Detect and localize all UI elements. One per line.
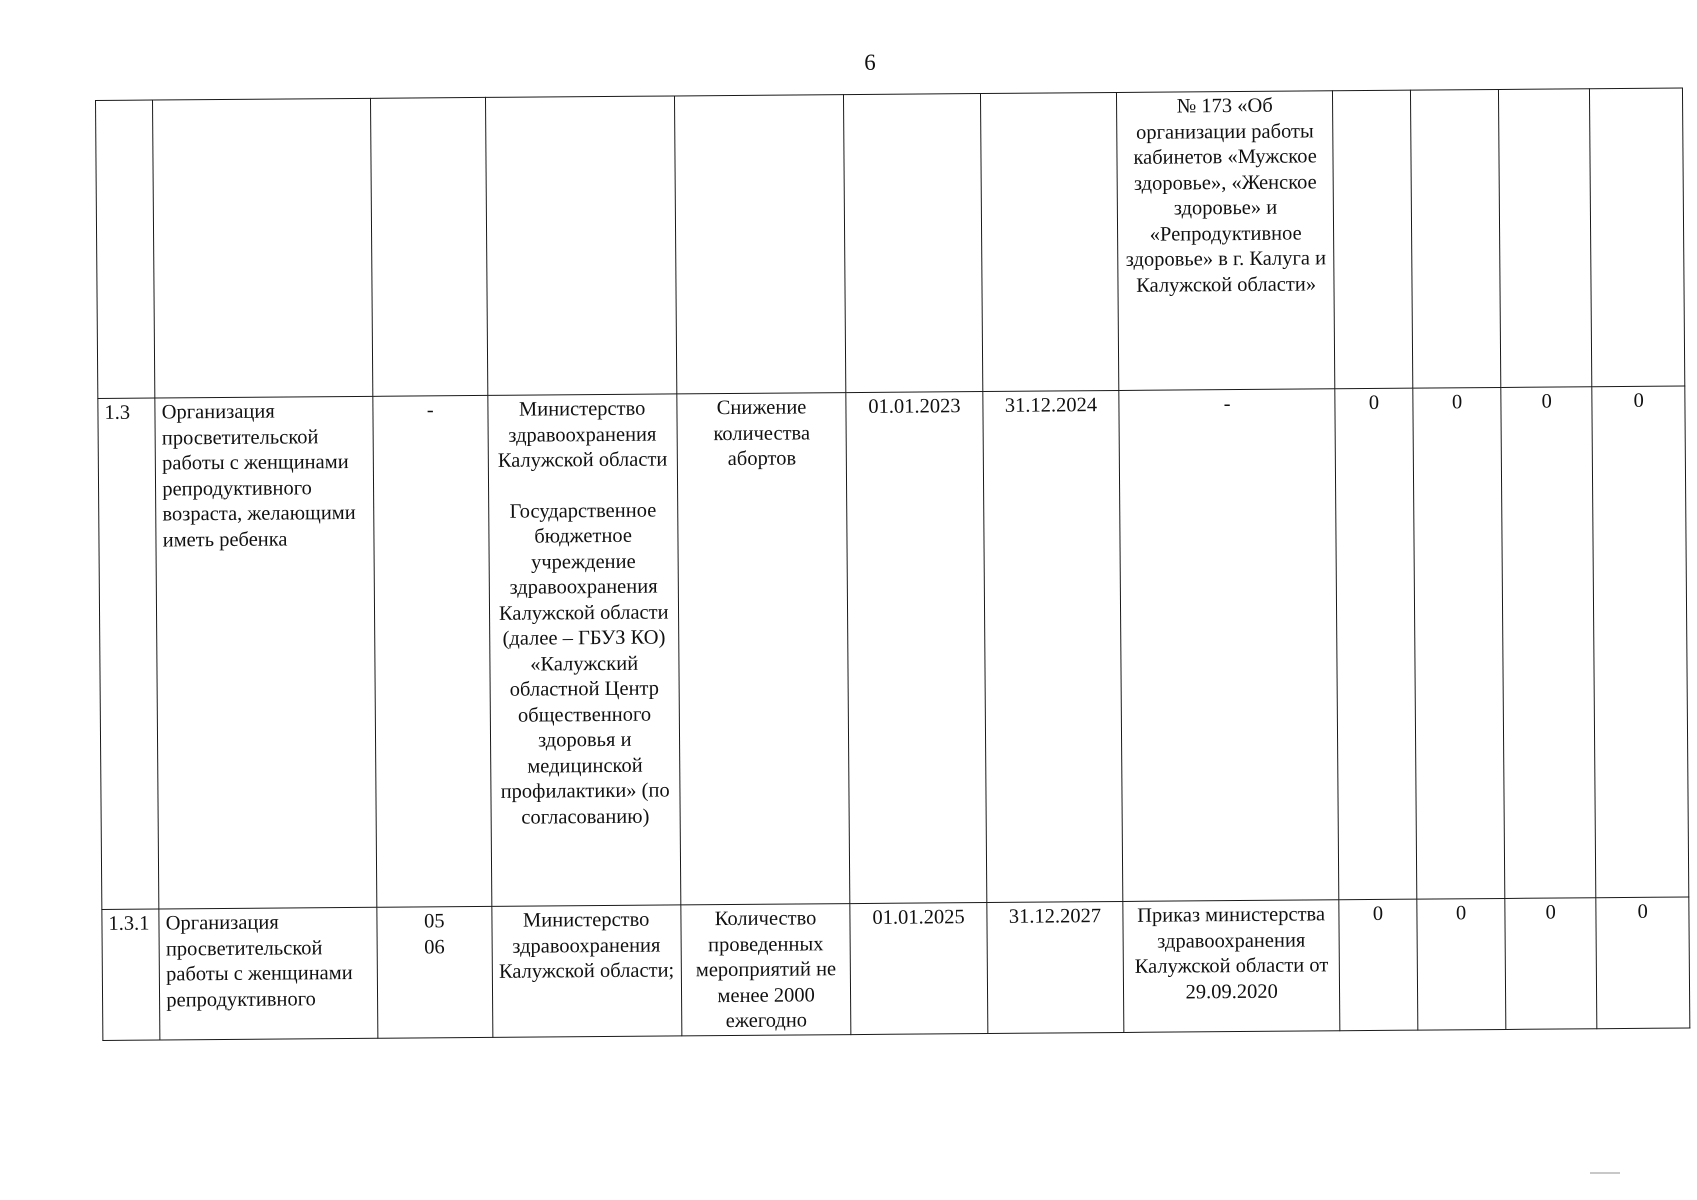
cell-legal-basis: Приказ министерства здравоохранения Калужской области от 29.09.2020: [1123, 900, 1340, 1032]
cell-result: Снижение количества абортов: [677, 393, 850, 905]
cell-executor: [485, 96, 677, 395]
cell-result: [674, 95, 846, 394]
cell-value-3: [1499, 89, 1593, 388]
cell-start: [844, 94, 983, 393]
table-row-1-3: [98, 386, 1689, 909]
spacer: [495, 473, 671, 499]
cell-code: -: [373, 395, 491, 907]
cell-code: [377, 906, 492, 1037]
cell-value-4: 0: [1592, 386, 1689, 898]
code-line-2: 06: [424, 935, 445, 958]
cell-num: 1.3: [98, 398, 159, 909]
cell-value-3: 0: [1505, 898, 1597, 1029]
measures-table: [95, 88, 1690, 1041]
cell-legal-basis: № 173 «Об организации работы кабинетов «Мужское здоровье», «Женское здоровье» и «Репродуктивное здоровье» в г. Калуга и Калужской области»: [1117, 91, 1335, 391]
cell-legal-basis: -: [1119, 389, 1339, 902]
page-number: 6: [864, 50, 876, 75]
cell-value-1: [1332, 90, 1412, 389]
executor-gbuz: Государственное бюджетное учреждение здравоохранения Калужской области (далее – ГБУЗ КО) «Калужский областной Центр общественного здоровья и медицинской профилактики» (по согласованию): [498, 499, 670, 829]
document-sheet: [95, 88, 1691, 1075]
cell-name: [153, 98, 373, 398]
cell-value-2: 0: [1417, 898, 1506, 1029]
cell-result: Количество проведенных мероприятий не менее 2000 ежегодно: [681, 904, 852, 1036]
cell-end: 31.12.2027: [987, 901, 1124, 1033]
cell-end: [980, 92, 1119, 391]
table-row-continuation: [96, 88, 1685, 398]
cell-value-3: 0: [1501, 387, 1596, 899]
cell-start: 01.01.2025: [850, 903, 987, 1035]
scan-mark: [1590, 1172, 1620, 1174]
cell-end: 31.12.2024: [983, 390, 1123, 902]
cell-value-4: 0: [1596, 897, 1690, 1028]
executor-ministry: Министерство здравоохранения Калужской области: [497, 397, 668, 472]
table-row-1-3-1: [102, 897, 1690, 1040]
cell-num: 1.3.1: [102, 909, 160, 1040]
cell-num: [96, 100, 156, 398]
cell-executor: Министерство здравоохранения Калужской области;: [491, 905, 681, 1037]
cell-code: [371, 97, 488, 396]
cell-value-1: 0: [1339, 899, 1418, 1030]
cell-name: Организация просветительской работы с женщинами репродуктивного возраста, желающими иметь ребенка: [155, 396, 377, 909]
cell-value-2: [1411, 89, 1501, 388]
cell-value-4: [1590, 88, 1685, 387]
cell-executor: [487, 394, 680, 906]
cell-name: Организация просветительской работы с женщинами репродуктивного: [159, 907, 378, 1039]
cell-value-2: 0: [1413, 387, 1505, 899]
cell-start: 01.01.2023: [846, 392, 986, 904]
code-line-1: 05: [423, 910, 445, 933]
cell-value-1: 0: [1335, 388, 1417, 900]
